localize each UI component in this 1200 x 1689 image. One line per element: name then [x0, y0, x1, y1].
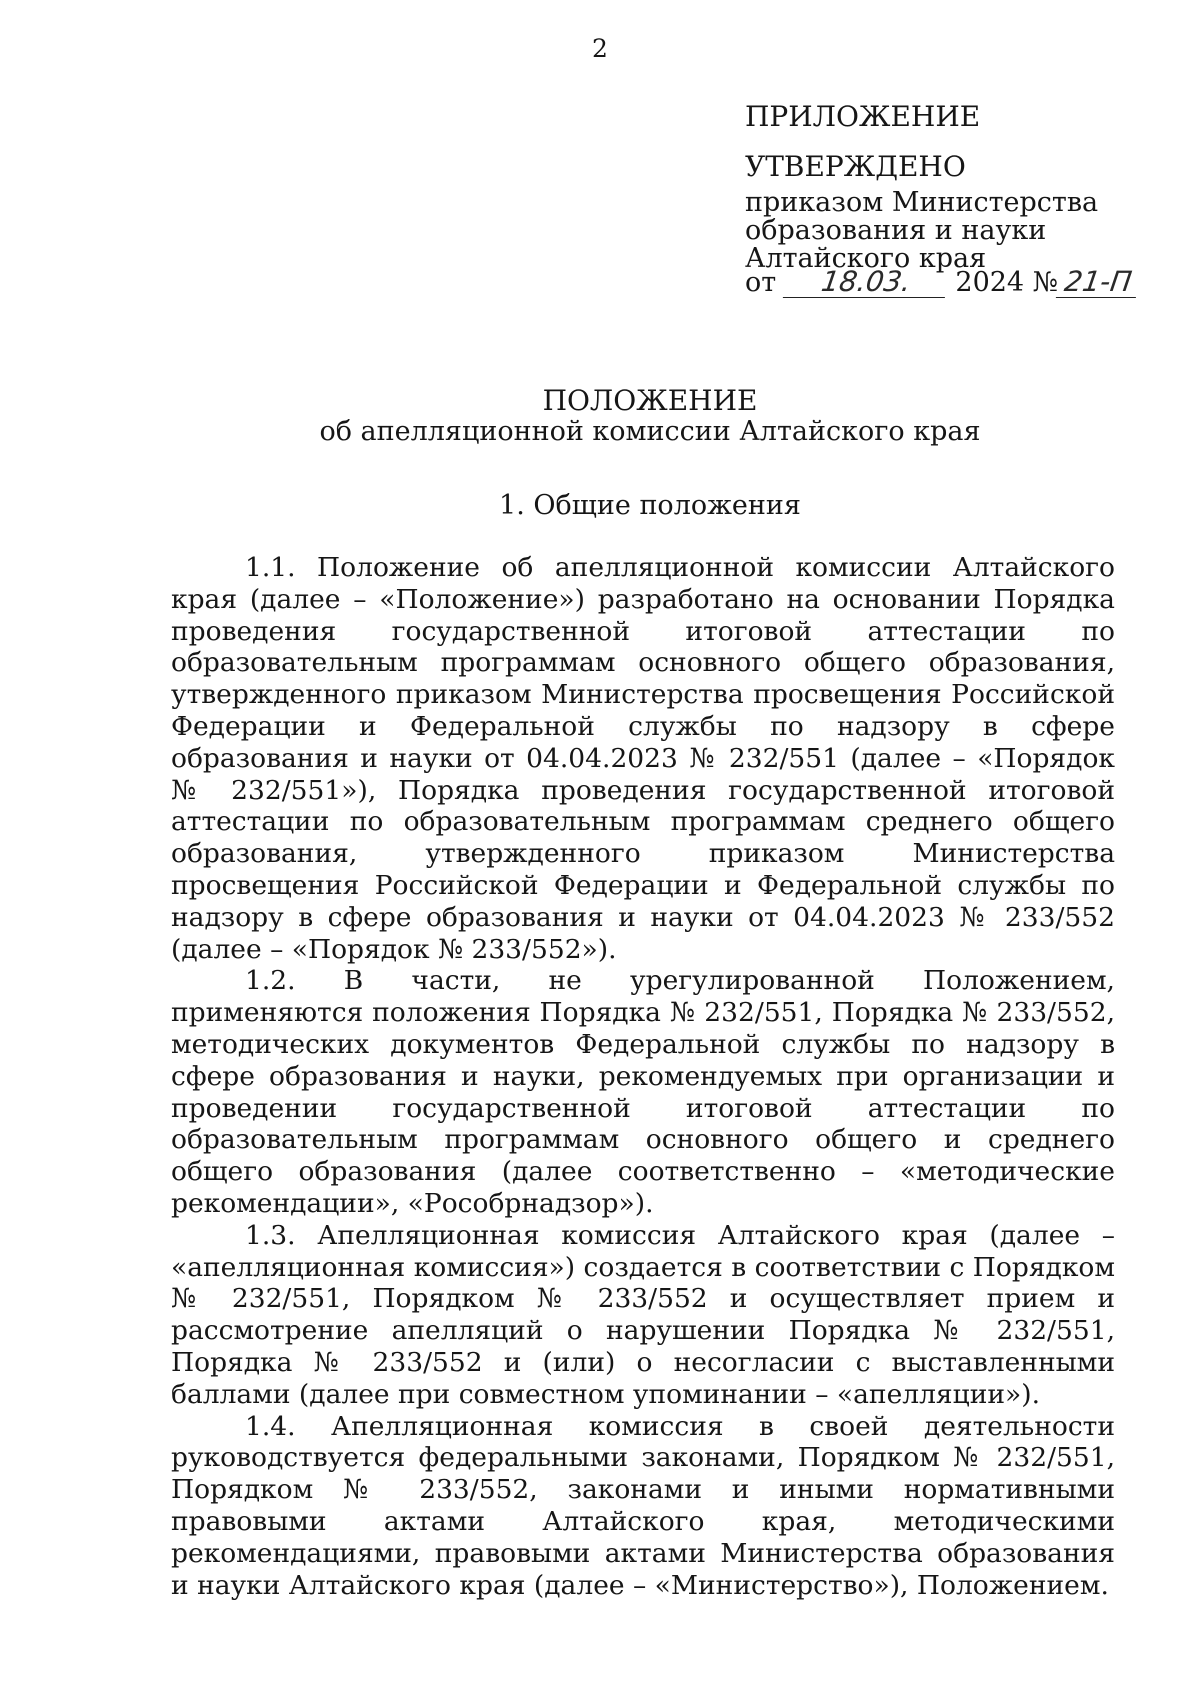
year-text: 2024 № — [955, 267, 1059, 298]
order-line-1: приказом Министерства — [745, 187, 1099, 218]
order-reference — [745, 189, 1098, 273]
paragraph-1-2: 1.2. В части, не урегулированной Положением, применяются положения Порядка № 232/551, Порядка № 233/552, методических документов Федеральной службы по надзору в сфере образования и науки, рекомендуемых при организации и проведении государственной итоговой аттестации по образовательным программам основного общего и среднего общего образования (далее соответственно – «методические рекомендации», «Рособрнадзор»). — [171, 965, 1115, 1219]
order-line-2: образования и науки — [745, 215, 1047, 246]
document-title: ПОЛОЖЕНИЕ — [542, 384, 758, 417]
page-number: 2 — [592, 34, 608, 63]
paragraph-1-3: 1.3. Апелляционная комиссия Алтайского края (далее – «апелляционная комиссия») создается в соответствии с Порядком № 232/551, Порядком № 233/552 и осуществляет прием и рассмотрение апелляций о нарушении Порядка № 232/551, Порядка № 233/552 и (или) о несогласии с выставленными баллами (далее при совместном упоминании – «апелляции»). — [171, 1219, 1115, 1410]
paragraph-1-1: 1.1. Положение об апелляционной комиссии Алтайского края (далее – «Положение») разработано на основании Порядка проведения государственной итоговой аттестации по образовательным программам основного общего образования, утвержденного приказом Министерства просвещения Российской Федерации и Федеральной службы по надзору в сфере образования и науки от 04.04.2023 № 232/551 (далее – «Порядок № 232/551»), Порядка проведения государственной итоговой аттестации по образовательным программам среднего общего образования, утвержденного приказом Министерства просвещения Российской Федерации и Федеральной службы по надзору в сфере образования и науки от 04.04.2023 № 233/552 (далее – «Порядок № 233/552»). — [171, 552, 1115, 965]
section-heading: 1. Общие положения — [499, 490, 801, 521]
document-subtitle: об апелляционной комиссии Алтайского края — [319, 416, 981, 447]
date-prefix: от — [745, 267, 777, 298]
appendix-label: ПРИЛОЖЕНИЕ — [745, 100, 981, 133]
paragraph-1-4: 1.4. Апелляционная комиссия в своей деятельности руководствуется федеральными законами, Порядком № 232/551, Порядком № 233/552, законами и иными нормативными правовыми актами Алтайского края, методическими рекомендациями, правовыми актами Министерства образования и науки Алтайского края (далее – «Министерство»), Положением. — [171, 1410, 1115, 1601]
order-date-line — [745, 266, 1138, 300]
body-text — [171, 552, 1115, 1601]
handwritten-date: 18.03. — [783, 267, 949, 298]
approved-label: УТВЕРЖДЕНО — [745, 150, 966, 183]
handwritten-order-number: 21-П — [1056, 267, 1140, 298]
order-line-3: Алтайского края — [745, 243, 987, 274]
